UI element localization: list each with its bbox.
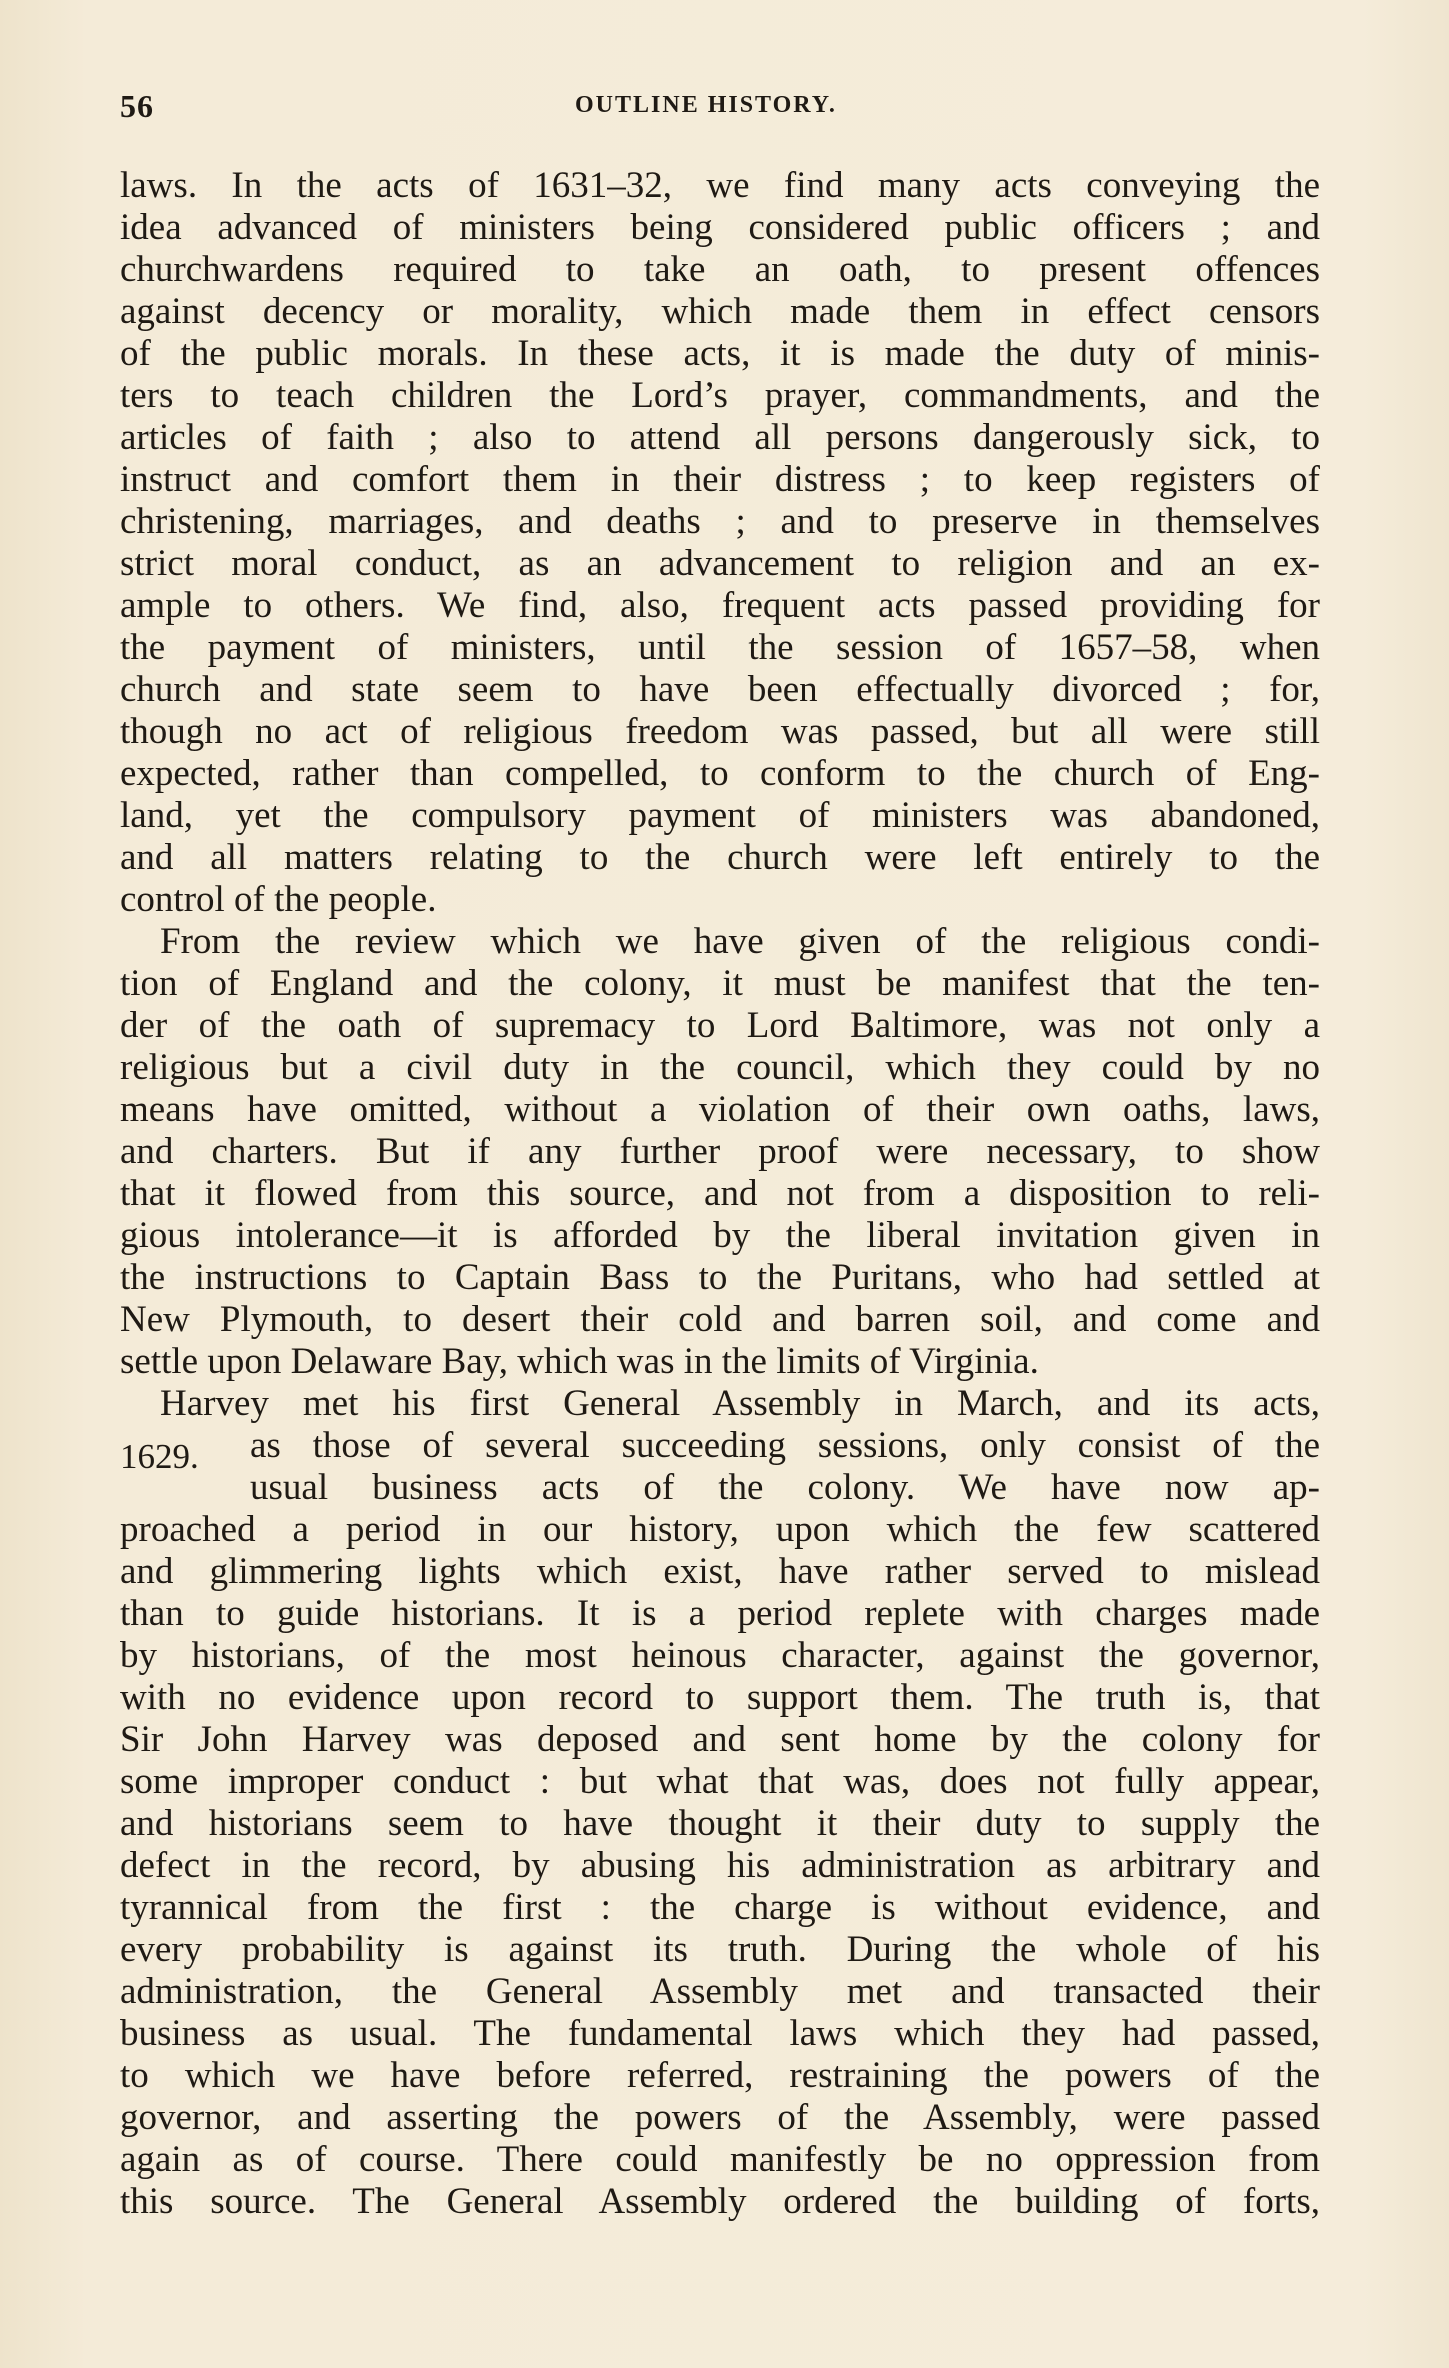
- text-line: of the public morals. In these acts, it is made the duty of minis-: [120, 333, 1320, 374]
- text-line: der of the oath of supremacy to Lord Baltimore, was not only a: [120, 1005, 1320, 1046]
- text-line: by historians, of the most heinous character, against the governor,: [120, 1635, 1320, 1676]
- text-line: church and state seem to have been effectually divorced ; for,: [120, 669, 1320, 710]
- text-line: than to guide historians. It is a period replete with charges made: [120, 1593, 1320, 1634]
- text-line: business as usual. The fundamental laws which they had passed,: [120, 2013, 1320, 2054]
- text-line: means have omitted, without a violation of their own oaths, laws,: [120, 1089, 1320, 1130]
- text-line: some improper conduct : but what that was, does not fully appear,: [120, 1761, 1320, 1802]
- text-line: tion of England and the colony, it must be manifest that the ten-: [120, 963, 1320, 1004]
- text-line: that it flowed from this source, and not from a disposition to reli-: [120, 1173, 1320, 1214]
- text-line: ample to others. We find, also, frequent acts passed providing for: [120, 585, 1320, 626]
- text-line: gious intolerance—it is afforded by the liberal invitation given in: [120, 1215, 1320, 1256]
- text-line: governor, and asserting the powers of the Assembly, were passed: [120, 2097, 1320, 2138]
- text-line: settle upon Delaware Bay, which was in the limits of Virginia.: [120, 1341, 1039, 1382]
- text-line: the instructions to Captain Bass to the Puritans, who had settled at: [120, 1257, 1320, 1298]
- text-line: religious but a civil duty in the council, which they could by no: [120, 1047, 1320, 1088]
- text-line: proached a period in our history, upon which the few scattered: [120, 1509, 1320, 1550]
- text-line: as those of several succeeding sessions, only consist of the: [250, 1425, 1320, 1466]
- text-line: against decency or morality, which made them in effect censors: [120, 291, 1320, 332]
- text-line: and historians seem to have thought it their duty to supply the: [120, 1803, 1320, 1844]
- body-text: [120, 165, 1320, 2265]
- text-line: Harvey met his first General Assembly in March, and its acts,: [160, 1383, 1320, 1424]
- text-line: the payment of ministers, until the session of 1657–58, when: [120, 627, 1320, 668]
- page-number: 56: [120, 88, 154, 124]
- text-line: control of the people.: [120, 879, 437, 920]
- text-line: and all matters relating to the church were left entirely to the: [120, 837, 1320, 878]
- text-line: to which we have before referred, restraining the powers of the: [120, 2055, 1320, 2096]
- text-line: with no evidence upon record to support them. The truth is, that: [120, 1677, 1320, 1718]
- text-line: expected, rather than compelled, to conform to the church of Eng-: [120, 753, 1320, 794]
- text-line: defect in the record, by abusing his administration as arbitrary and: [120, 1845, 1320, 1886]
- text-line: churchwardens required to take an oath, to present offences: [120, 249, 1320, 290]
- text-line: this source. The General Assembly ordered the building of forts,: [120, 2181, 1320, 2222]
- text-line: tyrannical from the first : the charge is without evidence, and: [120, 1887, 1320, 1928]
- text-line: From the review which we have given of the religious condi-: [160, 921, 1320, 962]
- text-line: [120, 2223, 1320, 2265]
- text-line: articles of faith ; also to attend all persons dangerously sick, to: [120, 417, 1320, 458]
- text-line: usual business acts of the colony. We have now ap-: [250, 1467, 1320, 1508]
- text-line: instruct and comfort them in their distress ; to keep registers of: [120, 459, 1320, 500]
- page-header: [120, 88, 1320, 128]
- text-line: administration, the General Assembly met and transacted their: [120, 1971, 1320, 2012]
- text-line: land, yet the compulsory payment of ministers was abandoned,: [120, 795, 1320, 836]
- text-line: idea advanced of ministers being considered public officers ; and: [120, 207, 1320, 248]
- margin-date-note: 1629.: [120, 1437, 199, 1476]
- text-line: Sir John Harvey was deposed and sent home by the colony for: [120, 1719, 1320, 1760]
- text-line: laws. In the acts of 1631–32, we find many acts conveying the: [120, 165, 1320, 206]
- text-line: New Plymouth, to desert their cold and barren soil, and come and: [120, 1299, 1320, 1340]
- text-line: christening, marriages, and deaths ; and to preserve in themselves: [120, 501, 1320, 542]
- text-line: every probability is against its truth. During the whole of his: [120, 1929, 1320, 1970]
- text-line: again as of course. There could manifestly be no oppression from: [120, 2139, 1320, 2180]
- text-line: though no act of religious freedom was passed, but all were still: [120, 711, 1320, 752]
- text-line: strict moral conduct, as an advancement to religion and an ex-: [120, 543, 1320, 584]
- running-head: OUTLINE HISTORY.: [575, 92, 837, 118]
- text-line: and glimmering lights which exist, have rather served to mislead: [120, 1551, 1320, 1592]
- text-line: and charters. But if any further proof were necessary, to show: [120, 1131, 1320, 1172]
- text-line: ters to teach children the Lord’s prayer, commandments, and the: [120, 375, 1320, 416]
